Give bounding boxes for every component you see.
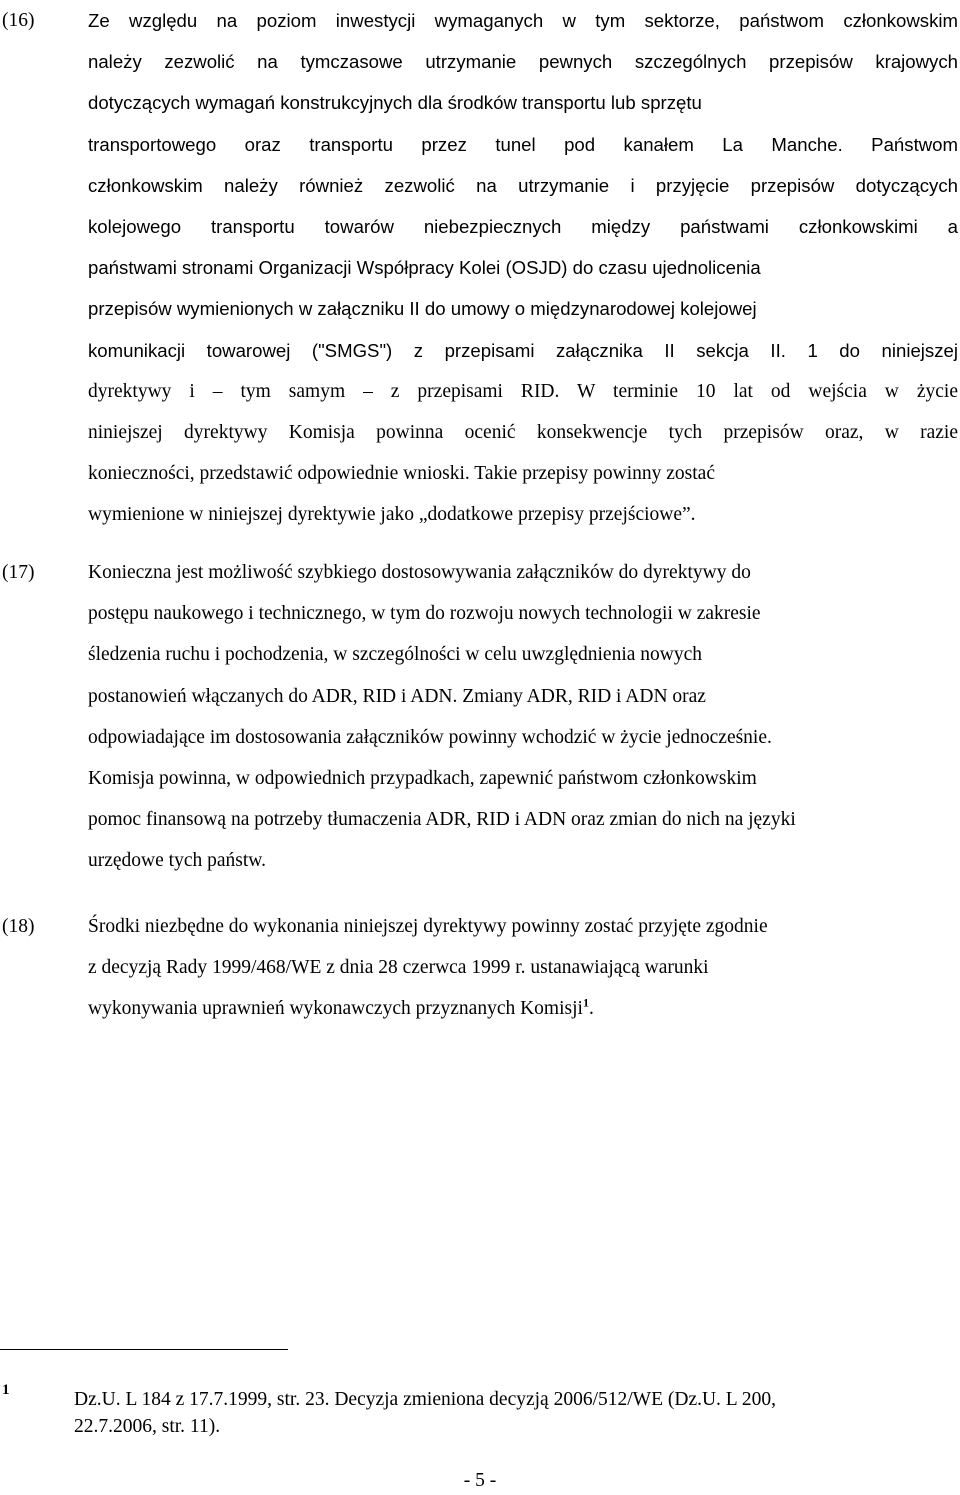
sentence-end: .: [588, 998, 594, 1020]
recital-number: (17): [2, 562, 35, 583]
text-line: urzędowe tych państw.: [88, 850, 266, 872]
recital-text: [88, 906, 958, 1030]
text-line: z decyzją Rady 1999/468/WE z dnia 28 czerwca 1999 r. ustanawiającą warunki: [88, 957, 709, 979]
footnote-line: Dz.U. L 184 z 17.7.1999, str. 23. Decyzja zmieniona decyzją 2006/512/WE (Dz.U. L 200,: [74, 1389, 776, 1410]
footnote-line: 22.7.2006, str. 11).: [74, 1416, 221, 1437]
text-line: dotyczących wymagań konstrukcyjnych dla środków transportu lub sprzętu: [88, 92, 702, 114]
text-line: Konieczna jest możliwość szybkiego dostosowywania załączników do dyrektywy do: [88, 562, 751, 583]
text-line: postępu naukowego i technicznego, w tym do rozwoju nowych technologii w zakresie: [88, 603, 761, 625]
footnote-mark: 1: [2, 1382, 10, 1398]
footnote-text: [74, 1386, 954, 1440]
recital-number: (16): [2, 10, 35, 31]
page-number: - 5 -: [463, 1470, 497, 1491]
text-line: komunikacji towarowej ("SMGS") z przepisami załącznika II sekcja II. 1 do niniejszej: [88, 339, 958, 361]
text-line: kolejowego transportu towarów niebezpiecznych między państwami członkowskimi a: [88, 216, 958, 238]
footnote-separator: [0, 1349, 288, 1350]
text-line: Ze względu na poziom inwestycji wymaganych w tym sektorze, państwom członkowskim: [88, 10, 958, 31]
text-line: odpowiadające im dostosowania załączników powinny wchodzić w życie jednocześnie.: [88, 726, 772, 748]
text-line: przepisów wymienionych w załączniku II do umowy o międzynarodowej kolejowej: [88, 298, 757, 320]
text-line: członkowskim należy również zezwolić na utrzymanie i przyjęcie przepisów dotyczących: [88, 174, 958, 196]
text-line: dyrektywy i – tym samym – z przepisami RID. W terminie 10 lat od wejścia w życie: [88, 380, 958, 402]
text-line-with-footnote: [88, 988, 958, 1029]
text-line: konieczności, przedstawić odpowiednie wnioski. Takie przepisy powinny zostać: [88, 463, 715, 485]
text-fragment: wykonywania uprawnień wykonawczych przyznanych Komisji: [88, 998, 583, 1020]
text-line: należy zezwolić na tymczasowe utrzymanie pewnych szczególnych przepisów krajowych: [88, 51, 958, 73]
recital-number: (18): [2, 916, 35, 937]
text-line: Komisja powinna, w odpowiednich przypadkach, zapewnić państwom członkowskim: [88, 768, 757, 790]
text-line: państwami stronami Organizacji Współpracy Kolei (OSJD) do czasu ujednolicenia: [88, 257, 761, 279]
text-line: śledzenia ruchu i pochodzenia, w szczególności w celu uwzględnienia nowych: [88, 644, 703, 666]
text-line: Środki niezbędne do wykonania niniejszej dyrektywy powinny zostać przyjęte zgodnie: [88, 916, 768, 937]
text-line: niniejszej dyrektywy Komisja powinna ocenić konsekwencje tych przepisów oraz, w razie: [88, 422, 958, 444]
footnote-reference[interactable]: 1: [582, 995, 589, 1010]
text-line: postanowień włączanych do ADR, RID i ADN. Zmiany ADR, RID i ADN oraz: [88, 685, 706, 707]
text-line: wymienione w niniejszej dyrektywie jako „dodatkowe przepisy przejściowe”.: [88, 504, 696, 526]
recital-text: [88, 552, 958, 882]
recital-text: [88, 0, 958, 536]
text-line: pomoc finansową na potrzeby tłumaczenia ADR, RID i ADN oraz zmian do nich na języki: [88, 809, 796, 831]
text-line: transportowego oraz transportu przez tunel pod kanałem La Manche. Państwom: [88, 133, 958, 155]
